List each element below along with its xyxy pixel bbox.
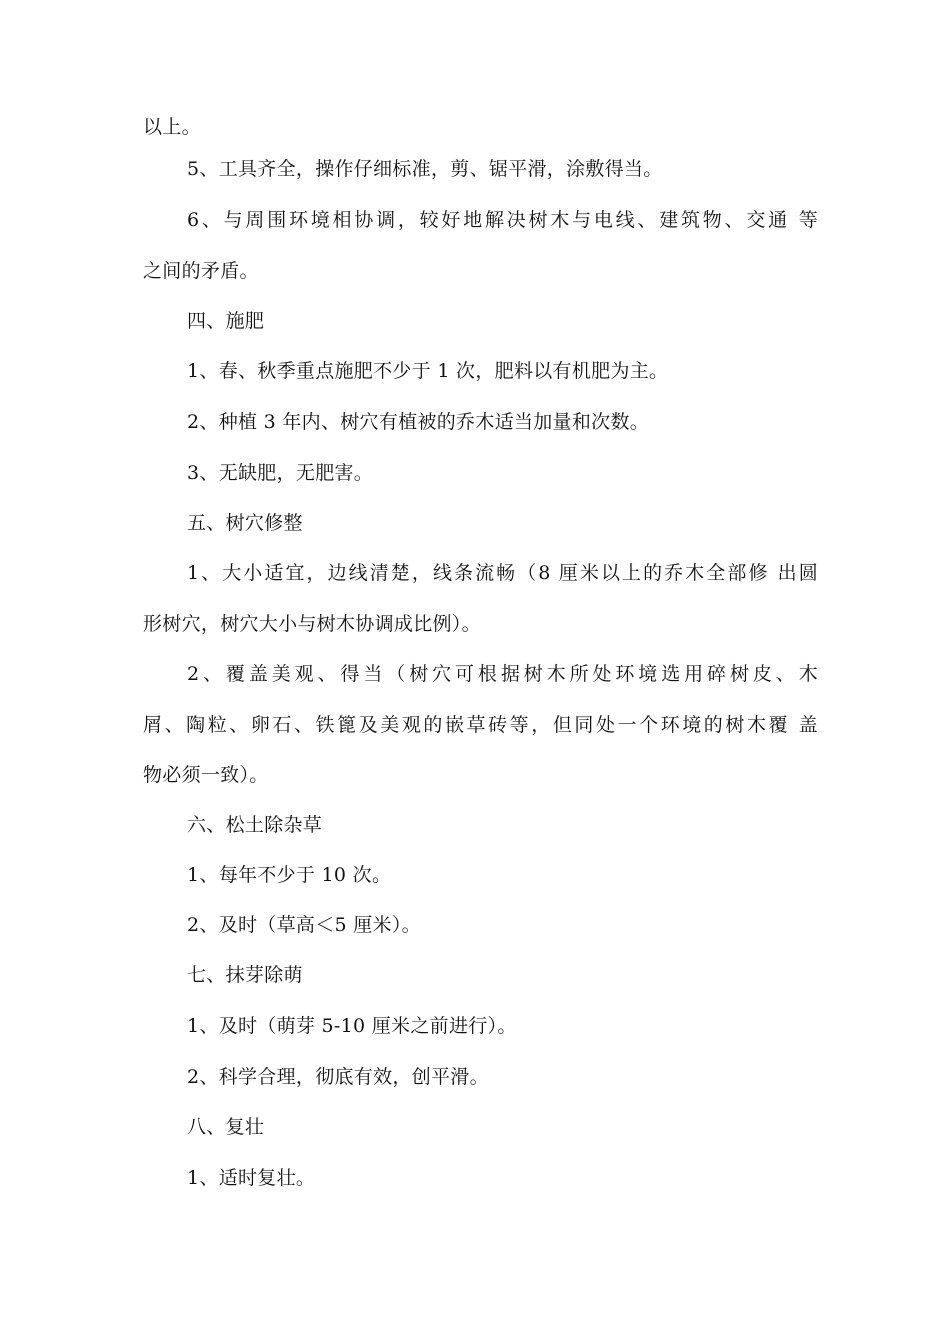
text-line: 之间的矛盾。 bbox=[143, 260, 259, 282]
section-heading: 五、树穴修整 bbox=[187, 512, 303, 534]
text-line: 2、科学合理，彻底有效，创平滑。 bbox=[187, 1066, 489, 1088]
text-line: 2、覆盖美观、得当（树穴可根据树木所处环境选用碎树皮、木 bbox=[187, 663, 818, 685]
text-line: 5、工具齐全，操作仔细标准，剪、锯平滑，涂敷得当。 bbox=[187, 158, 663, 180]
section-heading: 八、复壮 bbox=[187, 1116, 265, 1138]
text-line: 1、及时（萌芽 5-10 厘米之前进行）。 bbox=[187, 1015, 517, 1037]
section-heading: 四、施肥 bbox=[187, 310, 265, 332]
text-line: 1、每年不少于 10 次。 bbox=[187, 864, 392, 886]
text-line: 2、及时（草高＜5 厘米）。 bbox=[187, 914, 421, 936]
section-heading: 七、抹芽除萌 bbox=[187, 964, 303, 986]
text-line: 屑、陶粒、卵石、铁篦及美观的嵌草砖等，但同处一个环境的树木覆 盖 bbox=[143, 714, 818, 736]
section-heading: 六、松土除杂草 bbox=[187, 814, 323, 836]
text-line: 形树穴，树穴大小与树木协调成比例）。 bbox=[143, 613, 481, 635]
text-line: 物必须一致）。 bbox=[143, 764, 269, 786]
text-line: 1、大小适宜，边线清楚，线条流畅（8 厘米以上的乔木全部修 出圆 bbox=[187, 562, 818, 584]
text-line: 以上。 bbox=[143, 116, 201, 138]
text-line: 1、适时复壮。 bbox=[187, 1167, 316, 1189]
text-line: 2、种植 3 年内、树穴有植被的乔木适当加量和次数。 bbox=[187, 411, 650, 433]
text-line: 1、春、秋季重点施肥不少于 1 次，肥料以有机肥为主。 bbox=[187, 360, 669, 382]
text-line: 6、与周围环境相协调，较好地解决树木与电线、建筑物、交通 等 bbox=[187, 209, 818, 231]
text-line: 3、无缺肥，无肥害。 bbox=[187, 462, 374, 484]
